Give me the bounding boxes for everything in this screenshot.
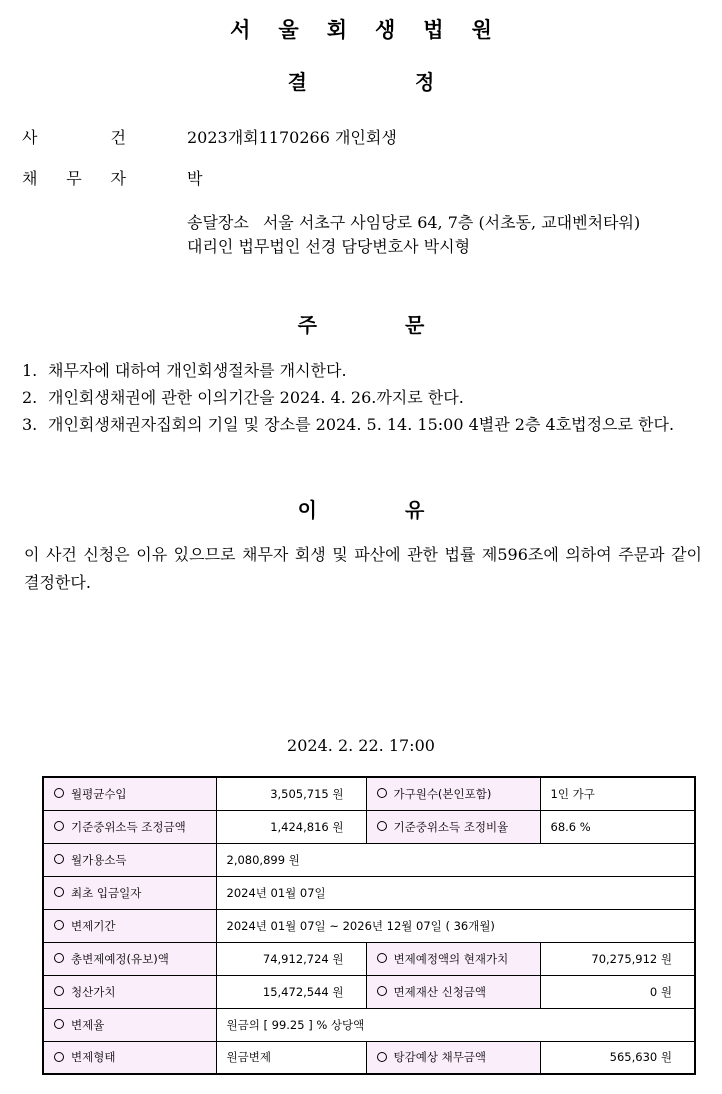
circle-bullet-icon: [54, 920, 64, 930]
debtor-name: 박: [187, 169, 203, 188]
order-item-text: 채무자에 대하여 개인회생절차를 개시한다.: [48, 361, 347, 380]
court-name: 서울회생법원: [230, 17, 520, 42]
order-item: [22, 412, 704, 438]
order-item-text: 개인회생채권자집회의 기일 및 장소를 2024. 5. 14. 15:00 4별관 2층 4호법정으로 한다.: [48, 415, 675, 434]
table-label-cell: 변제예정액의 현재가치: [366, 942, 540, 975]
disposable-value: 2,080,899 원: [216, 843, 695, 876]
table-label-cell: 기준중위소득 조정비율: [366, 810, 540, 843]
title-char-2: 정: [415, 70, 435, 94]
period-value: 2024년 01월 07일 ~ 2026년 12월 07일 ( 36개월): [216, 909, 695, 942]
circle-bullet-icon: [54, 854, 64, 864]
repay-type-value: 원금변제: [216, 1041, 366, 1074]
table-row: [43, 843, 695, 876]
repay-rate-value: 원금의 [ 99.25 ] % 상당액: [216, 1008, 695, 1041]
circle-bullet-icon: [54, 1019, 64, 1029]
monthly-income-value: 3,505,715 원: [216, 777, 366, 810]
order-heading-char-2: 문: [405, 313, 425, 337]
circle-bullet-icon: [54, 1052, 64, 1062]
circle-bullet-icon: [54, 788, 64, 798]
table-label-cell: 기준중위소득 조정금액: [43, 810, 216, 843]
circle-bullet-icon: [377, 788, 387, 798]
household-value: 1인 가구: [540, 777, 695, 810]
decision-datetime: 2024. 2. 22. 17:00: [287, 736, 435, 755]
service-address-label: 송달장소: [187, 213, 249, 232]
case-value: 2023개회1170266 개인회생: [187, 128, 397, 147]
table-label-cell: 가구원수(본인포함): [366, 777, 540, 810]
service-address: [187, 210, 640, 233]
reason-heading-char-2: 유: [405, 498, 425, 522]
order-item-number: 2.: [22, 388, 38, 407]
circle-bullet-icon: [54, 953, 64, 963]
table-label-cell: 변제기간: [43, 909, 216, 942]
order-heading-char-1: 주: [297, 313, 317, 337]
order-item: [22, 358, 704, 384]
table-row: [43, 909, 695, 942]
document-title: [0, 66, 722, 95]
circle-bullet-icon: [377, 953, 387, 963]
table-label-cell: 월가용소득: [43, 843, 216, 876]
circle-bullet-icon: [377, 821, 387, 831]
table-row: [43, 810, 695, 843]
circle-bullet-icon: [377, 986, 387, 996]
table-label-cell: 탕감예상 채무금액: [366, 1041, 540, 1074]
table-label-cell: 변제형태: [43, 1041, 216, 1074]
repayment-summary-table: [42, 776, 696, 1075]
table-label-cell: 최초 입금일자: [43, 876, 216, 909]
title-char-1: 결: [287, 70, 307, 94]
reason-heading-char-1: 이: [297, 498, 317, 522]
table-row: [43, 1041, 695, 1074]
table-row: [43, 777, 695, 810]
circle-bullet-icon: [54, 887, 64, 897]
reason-text: 이 사건 신청은 이유 있으므로 채무자 회생 및 파산에 관한 법률 제596조에 의하여 주문과 같이 결정한다.: [24, 545, 702, 592]
case-label: 사 건: [22, 128, 126, 147]
total-repay-value: 74,912,724 원: [216, 942, 366, 975]
order-item: [22, 385, 704, 411]
table-label-cell: 청산가치: [43, 975, 216, 1008]
reason-heading: [0, 494, 722, 523]
service-address-value: 서울 서초구 사임당로 64, 7층 (서초동, 교대벤처타워): [262, 213, 641, 232]
table-row: [43, 1008, 695, 1041]
table-row: [43, 975, 695, 1008]
circle-bullet-icon: [54, 986, 64, 996]
order-item-number: 1.: [22, 361, 38, 380]
circle-bullet-icon: [377, 1052, 387, 1062]
median-ratio-value: 68.6 %: [540, 810, 695, 843]
order-item-number: 3.: [22, 415, 38, 434]
table-label-cell: 월평균수입: [43, 777, 216, 810]
exempt-value: 0 원: [540, 975, 695, 1008]
order-item-text: 개인회생채권에 관한 이의기간을 2024. 4. 26.까지로 한다.: [48, 388, 464, 407]
liquidation-value: 15,472,544 원: [216, 975, 366, 1008]
table-row: [43, 876, 695, 909]
table-label-cell: 변제율: [43, 1008, 216, 1041]
agent: 대리인 법무법인 선경 담당변호사 박시형: [187, 237, 471, 256]
median-adjusted-value: 1,424,816 원: [216, 810, 366, 843]
present-value-value: 70,275,912 원: [540, 942, 695, 975]
circle-bullet-icon: [54, 821, 64, 831]
expected-reduction-value: 565,630 원: [540, 1041, 695, 1074]
table-label-cell: 총변제예정(유보)액: [43, 942, 216, 975]
table-row: [43, 942, 695, 975]
first-payment-value: 2024년 01월 07일: [216, 876, 695, 909]
order-heading: [0, 309, 722, 338]
debtor-label: 채 무 자: [22, 169, 126, 188]
table-label-cell: 면제재산 신청금액: [366, 975, 540, 1008]
